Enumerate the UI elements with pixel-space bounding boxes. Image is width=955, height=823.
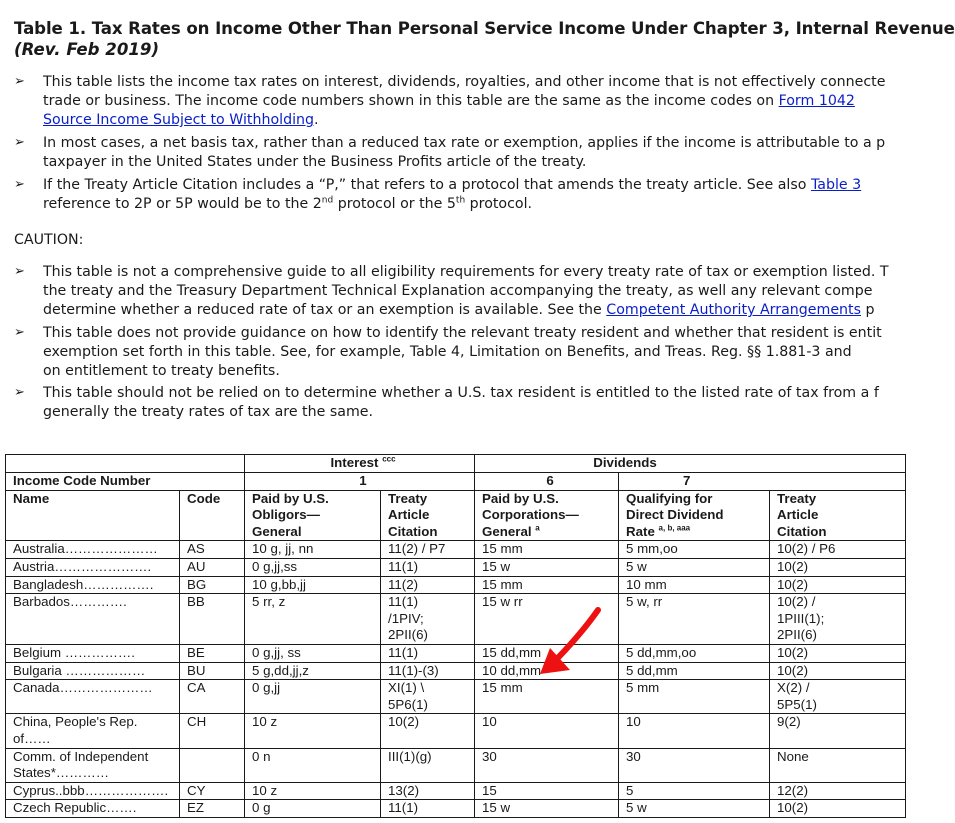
interest-group-header: Interest $^{ccc}$ (245, 455, 475, 473)
caution-heading: CAUTION: (14, 232, 84, 248)
row-interest-paid: 5 rr, z (245, 594, 381, 645)
row-div-treaty: 10(2) (770, 662, 906, 680)
row-div-treaty: 9(2) (770, 714, 906, 748)
row-code: EZ (180, 800, 245, 818)
table-row (6, 644, 906, 662)
row-name: Canada………………… (6, 680, 180, 714)
row-div-paid: 15 mm (475, 541, 619, 559)
row-interest-paid: 10 z (245, 714, 381, 748)
row-name: Bangladesh……………. (6, 576, 180, 594)
row-div-paid: 15 mm (475, 680, 619, 714)
bullet-arrow-icon: ➢ (14, 135, 25, 150)
table-row (6, 800, 906, 818)
row-name: Czech Republic……. (6, 800, 180, 818)
table-row (6, 680, 906, 714)
row-name: Belgium ……………. (6, 644, 180, 662)
row-name: Cyprus..bbb………………. (6, 782, 180, 800)
row-div-paid: 15 (475, 782, 619, 800)
row-interest-treaty: III(1)(g) (381, 748, 475, 782)
row-div-treaty: 10(2) (770, 644, 906, 662)
row-div-qual: 5 w (619, 800, 770, 818)
row-interest-paid: 0 g,jj, ss (245, 644, 381, 662)
col-interest-paid-header: Paid by U.S. Obligors— General (245, 490, 381, 541)
row-div-treaty: 10(2) (770, 558, 906, 576)
col-div-paid-header: Paid by U.S. Corporations— General $^a$ (475, 490, 619, 541)
table-row (6, 576, 906, 594)
row-div-treaty: X(2) / 5P5(1) (770, 680, 906, 714)
row-div-qual: 30 (619, 748, 770, 782)
row-div-treaty: 12(2) (770, 782, 906, 800)
row-code: AU (180, 558, 245, 576)
bullet-arrow-icon: ➢ (14, 74, 25, 89)
document-page: Table 1. Tax Rates on Income Other Than Personal Service Income Under Chapter 3, Internal Revenue (Rev. Feb 2019) ➢ This table lists the income tax rates on interest, dividends, royalties, and other income that is not effectively connecte trade or business. The income code numbers shown in this table are the same as the income codes on Form 1042 Source Income Subject to Withholding. ➢ In most cases, a net basis tax, rather than a reduced tax rate or exemption, applies if the income is attributable to a p taxpayer in the United States under the Business Profits article of the treaty. ➢ If the Treaty Article Citation includes a “P,” that refers to a protocol that amends the treaty article. See also Table 3 reference to 2P or 5P would be to the 2nd protocol or the 5th protocol. CAUTION: ➢ This table is not a comprehensive guide to all eligibility requirements for every treaty rate of tax or exemption listed. T the treaty and the Treasury Department Technical Explanation accompanying the treaty, as well any relevant compe determine whether a reduced rate of tax or an exemption is available. See the Competent Authority Arrangements p ➢ This table does not provide guidance on how to identify the relevant treaty resident and whether that resident is entit exemption set forth in this table. See, for example, Table 4, Limitation on Benefits, and Treas. Reg. §§ 1.881-3 and on entitlement to treaty benefits. ➢ This table should not be relied on to determine whether a U.S. tax resident is entitled to the listed rate of tax from a f generally the treaty rates of tax are the same. Interest $^{ccc}$ Dividends Income Code Number 1 6 7 Name Code Paid by U.S. Obligors— General Treaty Article Citation Paid by U.S. Corporations— General $^a$ Qualifying for Direct Dividend Rate $^{a, b, aaa}$ Treaty Article Citation Australia………………… AS 10 g, jj, nn 11(2) / P7 15 mm 5 mm,oo 10(2) / P6 Austria…………………. AU 0 g,jj,ss 11(1) 15 w 5 w 10(2) Bangladesh……………. BG 10 g,bb,jj 11(2) 15 mm 10 mm 10(2) Barbados…………. BB 5 rr, z 11(1) /1PIV; 2PII(6) 15 w rr 5 w, rr 10(2) / 1PIII(1); 2PII(6) Belgium ……………. BE 0 g,jj, ss 11(1) 15 dd,mm 5 dd,mm,oo 10(2) Bulgaria ……………… BU 5 g,dd,jj,z 11(1)-(3) 10 dd,mm 5 dd,mm 10(2) Canada………………… CA 0 g,jj XI(1) \ 5P6(1) 15 mm 5 mm X(2) / 5P5(1) China, People's Rep. of…… CH 10 z 10(2) 10 10 9(2) Comm. of Independent States*………… 0 n III(1)(g) 30 30 None Cyprus..bbb………………. CY 10 z 13(2) 15 5 12(2) Czech Republic……. EZ 0 g 11(1) 15 w 5 w 10(2) (0, 0, 862, 823)
row-name: Bulgaria ……………… (6, 662, 180, 680)
row-div-qual: 5 w, rr (619, 594, 770, 645)
document-subtitle: (Rev. Feb 2019) (14, 40, 160, 59)
income-code-label: Income Code Number (6, 473, 245, 491)
row-interest-paid: 10 g, jj, nn (245, 541, 381, 559)
red-annotation-arrow-icon (536, 604, 606, 678)
bullet-arrow-icon: ➢ (14, 325, 25, 340)
row-name: China, People's Rep. of…… (6, 714, 180, 748)
table-row (6, 558, 906, 576)
row-interest-paid: 0 g,jj (245, 680, 381, 714)
row-interest-paid: 0 n (245, 748, 381, 782)
row-name: Barbados…………. (6, 594, 180, 645)
row-interest-paid: 10 g,bb,jj (245, 576, 381, 594)
row-name: Austria…………………. (6, 558, 180, 576)
row-code: CA (180, 680, 245, 714)
row-div-paid: 15 mm (475, 576, 619, 594)
row-div-qual: 5 mm,oo (619, 541, 770, 559)
row-name: Australia………………… (6, 541, 180, 559)
col-interest-treaty-header: Treaty Article Citation (381, 490, 475, 541)
row-code: BU (180, 662, 245, 680)
income-code-7: 7 (619, 473, 906, 491)
table-row (6, 782, 906, 800)
tax-rates-table (5, 454, 906, 818)
row-interest-treaty: XI(1) \ 5P6(1) (381, 680, 475, 714)
row-code: AS (180, 541, 245, 559)
row-code (180, 748, 245, 782)
row-interest-paid: 0 g (245, 800, 381, 818)
row-div-qual: 5 w (619, 558, 770, 576)
row-code: BE (180, 644, 245, 662)
row-code: CY (180, 782, 245, 800)
row-interest-treaty: 11(1) (381, 644, 475, 662)
row-div-qual: 10 mm (619, 576, 770, 594)
bullet-arrow-icon: ➢ (14, 177, 25, 192)
row-div-treaty: 10(2) (770, 576, 906, 594)
row-div-paid: 10 (475, 714, 619, 748)
table-row (6, 541, 906, 559)
table-row (6, 594, 906, 645)
column-header-row (6, 490, 906, 541)
row-name: Comm. of Independent States*………… (6, 748, 180, 782)
row-interest-treaty: 13(2) (381, 782, 475, 800)
row-div-qual: 5 dd,mm (619, 662, 770, 680)
table-row (6, 714, 906, 748)
income-code-row (6, 473, 906, 491)
row-div-treaty: 10(2) / P6 (770, 541, 906, 559)
row-div-paid: 30 (475, 748, 619, 782)
row-div-qual: 5 (619, 782, 770, 800)
col-name-header: Name (6, 490, 180, 541)
row-div-treaty: None (770, 748, 906, 782)
income-code-1: 1 (245, 473, 475, 491)
row-interest-treaty: 11(2) (381, 576, 475, 594)
row-interest-treaty: 11(1)-(3) (381, 662, 475, 680)
row-div-treaty: 10(2) (770, 800, 906, 818)
row-interest-treaty: 11(1) /1PIV; 2PII(6) (381, 594, 475, 645)
row-div-paid: 15 w (475, 558, 619, 576)
row-div-qual: 5 dd,mm,oo (619, 644, 770, 662)
row-div-treaty: 10(2) / 1PIII(1); 2PII(6) (770, 594, 906, 645)
row-interest-treaty: 11(2) / P7 (381, 541, 475, 559)
row-div-paid: 10 dd,mm (475, 662, 619, 680)
row-interest-paid: 10 z (245, 782, 381, 800)
income-code-6: 6 (475, 473, 619, 491)
row-interest-treaty: 10(2) (381, 714, 475, 748)
row-div-qual: 10 (619, 714, 770, 748)
row-div-qual: 5 mm (619, 680, 770, 714)
bullet-arrow-icon: ➢ (14, 264, 25, 279)
form-1042-link[interactable]: Form 1042 (778, 93, 855, 109)
row-interest-paid: 0 g,jj,ss (245, 558, 381, 576)
row-div-paid: 15 w rr (475, 594, 619, 645)
row-div-paid: 15 dd,mm (475, 644, 619, 662)
table-row (6, 748, 906, 782)
row-div-paid: 15 w (475, 800, 619, 818)
row-interest-paid: 5 g,dd,jj,z (245, 662, 381, 680)
competent-authority-link[interactable]: Competent Authority Arrangements (606, 302, 862, 318)
row-interest-treaty: 11(1) (381, 800, 475, 818)
col-code-header: Code (180, 490, 245, 541)
row-code: BG (180, 576, 245, 594)
bullet-arrow-icon: ➢ (14, 385, 25, 400)
table-row (6, 662, 906, 680)
row-interest-treaty: 11(1) (381, 558, 475, 576)
source-income-link[interactable]: Source Income Subject to Withholding (43, 112, 315, 128)
document-title: Table 1. Tax Rates on Income Other Than Personal Service Income Under Chapter 3, Internal Revenue (14, 19, 955, 38)
row-code: BB (180, 594, 245, 645)
col-div-treaty-header: Treaty Article Citation (770, 490, 906, 541)
dividends-group-header: Dividends (475, 455, 906, 473)
group-header-row (6, 455, 906, 473)
col-div-qual-header: Qualifying for Direct Dividend Rate $^{a, b, aaa}$ (619, 490, 770, 541)
row-code: CH (180, 714, 245, 748)
table-3-link[interactable]: Table 3 (810, 177, 862, 193)
